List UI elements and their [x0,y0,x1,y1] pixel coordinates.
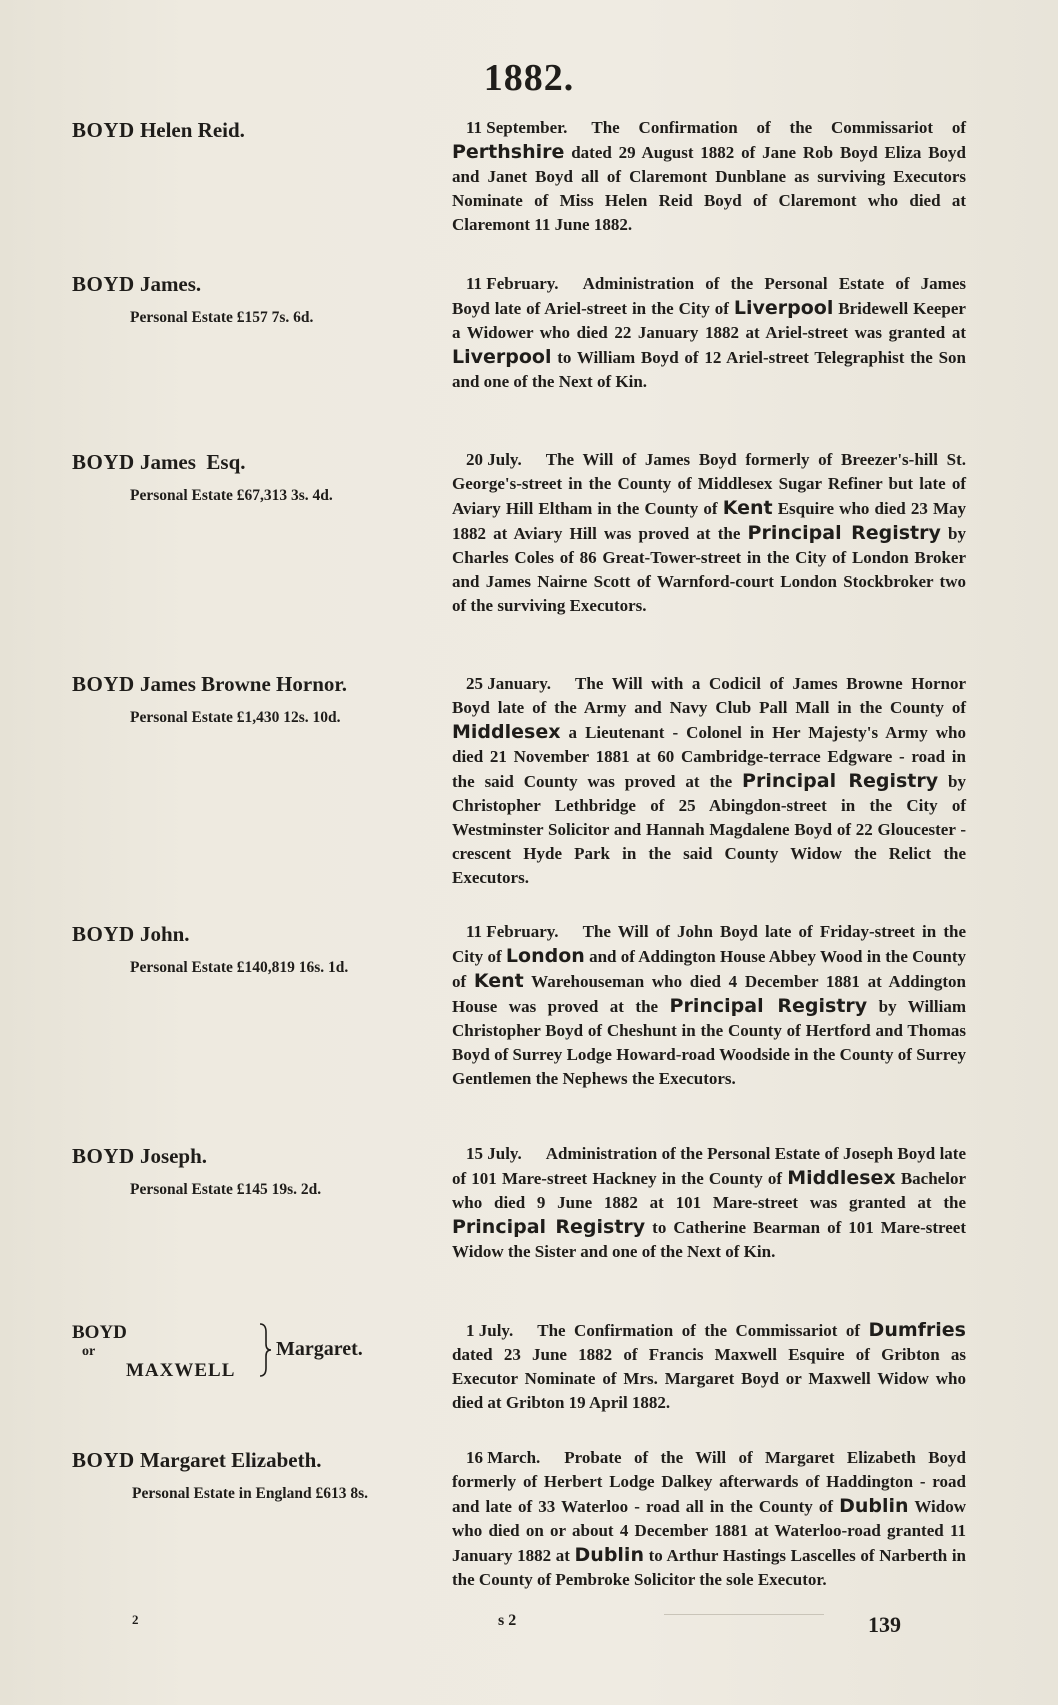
place-name: Dublin [839,1495,909,1517]
personal-estate: Personal Estate £1,430 12s. 10d. [130,709,341,726]
place-name: Middlesex [787,1167,896,1189]
entry-heading-alias [72,1322,412,1392]
page-number: 139 [868,1612,901,1637]
entry-text: 15 July. Administration of the Personal Estate of Joseph Boyd late of 101 Mare-street Hackney in the County of Middlesex Bachelor who died 9 June 1882 at 101 Mare-street was granted at the Principal Registry to Catherine Bearman of 101 Mare-street Widow the Sister and one of the Next of Kin. [452,1144,966,1261]
entry-name: BOYD James Esq. [72,450,246,474]
place-name: Liverpool [452,346,552,368]
brace-icon [258,1322,272,1378]
place-name: Dublin [574,1544,644,1566]
alias-connector: or [82,1344,96,1359]
place-name: Principal Registry [747,522,941,544]
entry-heading [72,450,432,505]
entry-heading [72,118,432,143]
place-name: London [505,945,585,967]
entry-heading [72,272,432,327]
entry-name: BOYD Helen Reid. [72,118,245,142]
place-name: Perthshire [452,141,565,163]
entry-name: BOYD John. [72,922,190,946]
entry-date: 16 March. [466,1448,541,1467]
footer-rule [664,1614,824,1615]
entry-text: 11 February. The Will of John Boyd late of Friday-street in the City of London and of Addington House Abbey Wood in the County of Kent Warehouseman who died 4 December 1881 at Addington House was proved at the Principal Registry by William Christopher Boyd of Cheshunt in the County of Hertford and Thomas Boyd of Surrey Lodge Howard-road Woodside in the County of Surrey Gentlemen the Nephews the Executors. [452,922,967,1088]
entry-name: BOYD Margaret Elizabeth. [72,1448,322,1472]
entry-text: 11 September. The Confirmation of the Commissariot of Perthshire dated 29 August 1882 of Jane Rob Boyd Eliza Boyd and Janet Boyd all of Claremont Dunblane as surviving Executors Nominate of Miss Helen Reid Boyd of Claremont who died at Claremont 11 June 1882. [452,118,966,234]
entry-heading [72,1448,432,1503]
entry-heading [72,922,432,977]
entry-text: 25 January. The Will with a Codicil of James Browne Hornor Boyd late of the Army and Navy Club Pall Mall in the County of Middlesex a Lieutenant - Colonel in Her Majesty's Army who died 21 November 1881 at 60 Cambridge-terrace Edgware - road in the said County was proved at the Principal Registry by Christopher Lethbridge of 25 Abingdon-street in the City of Westminster Solicitor and Hannah Magdalene Boyd of 22 Gloucester - crescent Hyde Park in the said County Widow the Relict the Executors. [452,674,966,887]
entry-date: 25 January. [466,674,552,693]
entry-given-name: Margaret. [276,1338,363,1360]
personal-estate: Personal Estate £67,313 3s. 4d. [130,487,333,504]
place-name: Principal Registry [452,1216,646,1238]
entry-name: BOYD Joseph. [72,1144,208,1168]
entry-name: BOYD James. [72,272,202,296]
entry-date: 15 July. [466,1144,522,1163]
entry-date: 1 July. [466,1321,514,1340]
place-name: Dumfries [868,1319,966,1341]
entry-text: 11 February. Administration of the Personal Estate of James Boyd late of Ariel-street in the City of Liverpool Bridewell Keeper a Widower who died 22 January 1882 at Ariel-street was granted at Liverpool to William Boyd of 12 Ariel-street Telegraphist the Son and one of the Next of Kin. [452,274,966,391]
entry-name: BOYD James Browne Hornor. [72,672,348,696]
entry-date: 11 February. [466,922,559,941]
entry-date: 11 February. [466,274,559,293]
entry-surname: BOYD [72,1322,127,1343]
entry-text: 1 July. The Confirmation of the Commissariot of Dumfries dated 23 June 1882 of Francis Maxwell Esquire of Gribton as Executor Nominate of Mrs. Margaret Boyd or Maxwell Widow who died at Gribton 19 April 1882. [452,1319,966,1412]
page-year: 1882. [483,57,575,99]
place-name: Principal Registry [669,995,868,1017]
entry-heading [72,1144,432,1199]
personal-estate: Personal Estate £145 19s. 2d. [130,1181,322,1198]
entry-date: 20 July. [466,450,522,469]
place-name: Liverpool [733,297,834,319]
place-name: Principal Registry [742,770,939,792]
entry-alias-surname: MAXWELL [126,1360,236,1381]
signature-mark: s 2 [498,1612,517,1629]
place-name: Kent [473,970,524,992]
entry-heading [72,672,432,727]
personal-estate: Personal Estate £157 7s. 6d. [130,309,314,326]
place-name: Kent [722,497,773,519]
personal-estate: Personal Estate in England £613 8s. [132,1485,368,1502]
entry-text: 20 July. The Will of James Boyd formerly of Breezer's-hill St. George's-street in the County of Middlesex Sugar Refiner but late of Aviary Hill Eltham in the County of Kent Esquire who died 23 May 1882 at Aviary Hill was proved at the Principal Registry by Charles Coles of 86 Great-Tower-street in the City of London Broker and James Nairne Scott of Warnford-court London Stockbroker two of the surviving Executors. [452,450,966,615]
entry-date: 11 September. [466,118,568,137]
personal-estate: Personal Estate £140,819 16s. 1d. [130,959,349,976]
entry-text: 16 March. Probate of the Will of Margaret Elizabeth Boyd formerly of Herbert Lodge Dalkey afterwards of Haddington - road and late of 33 Waterloo - road all in the County of Dublin Widow who died on or about 4 December 1881 at Waterloo-road granted 11 January 1882 at Dublin to Arthur Hastings Lascelles of Narberth in the County of Pembroke Solicitor the sole Executor. [452,1448,966,1589]
place-name: Middlesex [452,721,561,743]
footer-mark: 2 [132,1612,139,1627]
